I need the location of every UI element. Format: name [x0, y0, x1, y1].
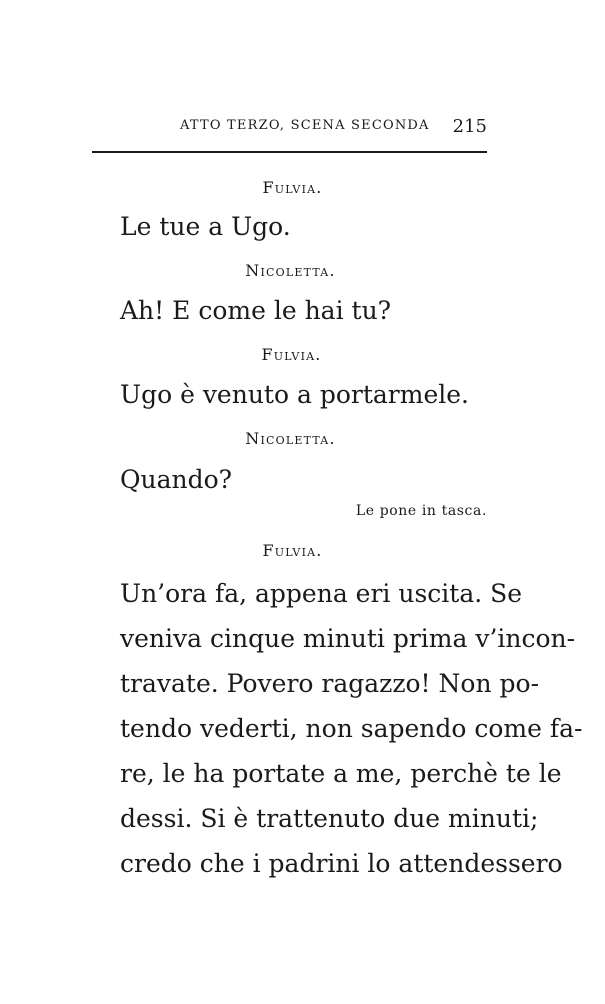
paragraph-line: tendo vederti, non sapendo come fa- — [120, 714, 583, 743]
paragraph-line: credo che i padrini lo attendessero — [120, 849, 563, 878]
speaker-name: Nicoletta. — [245, 261, 336, 280]
speech-paragraph — [120, 574, 583, 889]
dialogue-line: Ugo è venuto a portarmele. — [120, 380, 469, 409]
dialogue-line: Ah! E come le hai tu? — [120, 296, 392, 325]
page-number: 215 — [452, 116, 487, 137]
running-title: ATTO TERZO, SCENA SECONDA — [180, 118, 430, 133]
paragraph-line: re, le ha portate a me, perchè te le — [120, 759, 562, 788]
paragraph-line: travate. Povero ragazzo! Non po- — [120, 669, 540, 698]
speaker-name: Fulvia. — [261, 345, 322, 364]
running-head — [92, 116, 487, 140]
speaker-name: Fulvia. — [262, 178, 323, 197]
speaker-name: Fulvia. — [262, 541, 323, 560]
speaker-name: Nicoletta. — [245, 429, 336, 448]
stage-direction: Le pone in tasca. — [355, 503, 487, 519]
paragraph-line: dessi. Si è trattenuto due minuti; — [120, 804, 539, 833]
paragraph-line: Un’ora fa, appena eri uscita. Se — [120, 579, 523, 608]
header-rule — [92, 151, 487, 153]
paragraph-line: veniva cinque minuti prima v’incon- — [120, 624, 576, 653]
dialogue-line: Quando? — [120, 465, 233, 494]
dialogue-line: Le tue a Ugo. — [120, 212, 291, 241]
